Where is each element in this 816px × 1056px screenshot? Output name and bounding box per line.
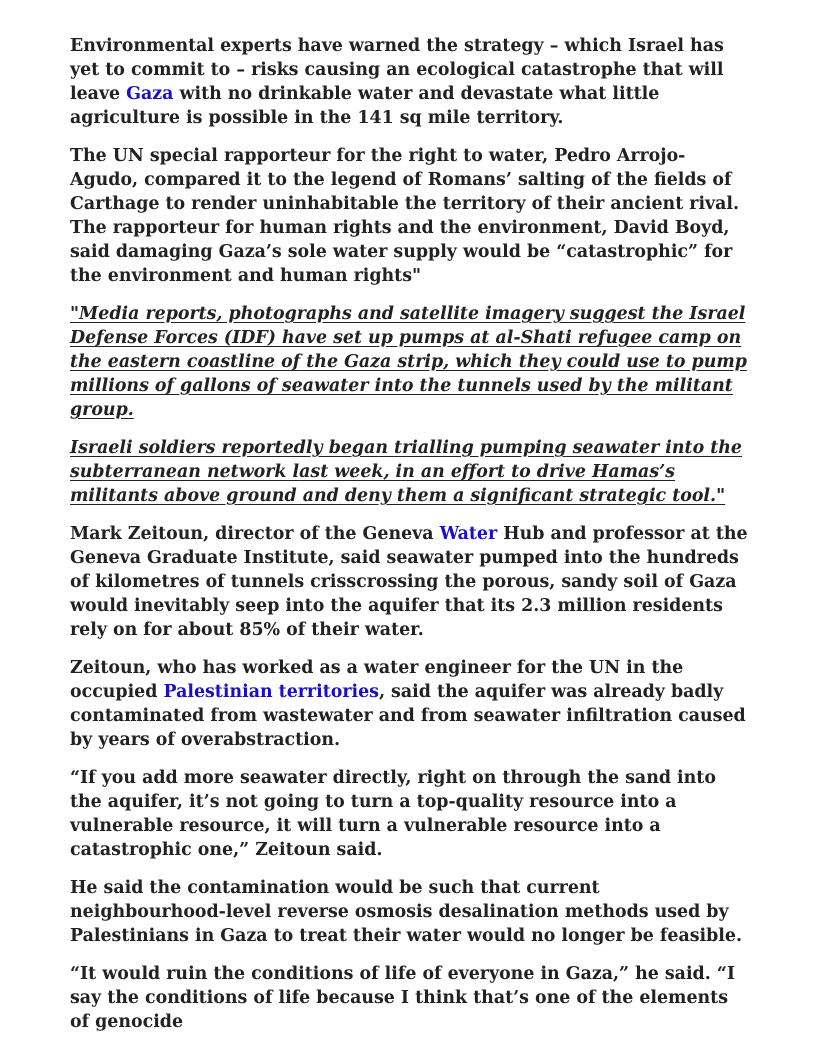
paragraph-zeitoun-engineer: [70, 656, 752, 752]
paragraph-environmental-experts: [70, 34, 752, 130]
link-water[interactable]: Water: [439, 524, 498, 544]
paragraph-text: Mark Zeitoun, director of the Geneva: [70, 524, 440, 544]
quote-israeli-soldiers: Israeli soldiers reportedly began trialling pumping seawater into the subterranean network last week, in an effort to drive Hamas’s militants above ground and deny them a significant strategic tool.": [70, 438, 742, 506]
paragraph-text: , said the aquifer was already badly contaminated from wastewater and from seawater infiltration caused by years of overabstraction.: [70, 682, 746, 750]
paragraph-contamination: He said the contamination would be such that current neighbourhood-level reverse osmosis desalination methods used by Palestinians in Gaza to treat their water would no longer be feasible.: [70, 878, 743, 946]
quote-media-reports: "Media reports, photographs and satellite imagery suggest the Israel Defense Forces (IDF) have set up pumps at al-Shati refugee camp on the eastern coastline of the Gaza strip, which they could use to pump millions of gallons of seawater into the tunnels used by the militant group.: [70, 304, 747, 420]
paragraph-text: Zeitoun, who has worked as a water engineer for the UN in the occupied: [70, 658, 684, 702]
paragraph-text: Hub and professor at the Geneva Graduate Institute, said seawater pumped into the hundreds of kilometres of tunnels crisscrossing the porous, sandy soil of Gaza would inevitably seep into the aquifer that its 2.3 million residents rely on for about 85% of their water.: [70, 524, 748, 640]
link-palestinian-territories[interactable]: Palestinian territories: [163, 682, 379, 702]
link-gaza[interactable]: Gaza: [126, 84, 174, 104]
paragraph-text: with no drinkable water and devastate what little agriculture is possible in the 141 sq mile territory.: [70, 84, 660, 128]
paragraph-conditions-of-life: “It would ruin the conditions of life of everyone in Gaza,” he said. “I say the conditions of life because I think that’s one of the elements of genocide: [70, 964, 735, 1032]
document-page: [70, 34, 752, 1048]
paragraph-seawater-quote: “If you add more seawater directly, right on through the sand into the aquifer, it’s not going to turn a top-quality resource into a vulnerable resource, it will turn a vulnerable resource into a catastrophic one,” Zeitoun said.: [70, 768, 716, 860]
paragraph-un-rapporteur: The UN special rapporteur for the right to water, Pedro Arrojo-Agudo, compared it to the legend of Romans’ salting of the fields of Carthage to render uninhabitable the territory of their ancient rival. The rapporteur for human rights and the environment, David Boyd, said damaging Gaza’s sole water supply would be “catastrophic” for the environment and human rights": [70, 146, 740, 286]
paragraph-mark-zeitoun: [70, 522, 752, 642]
paragraph-text: Environmental experts have warned the strategy – which Israel has yet to commit to – risks causing an ecological catastrophe that will leave: [70, 36, 724, 104]
